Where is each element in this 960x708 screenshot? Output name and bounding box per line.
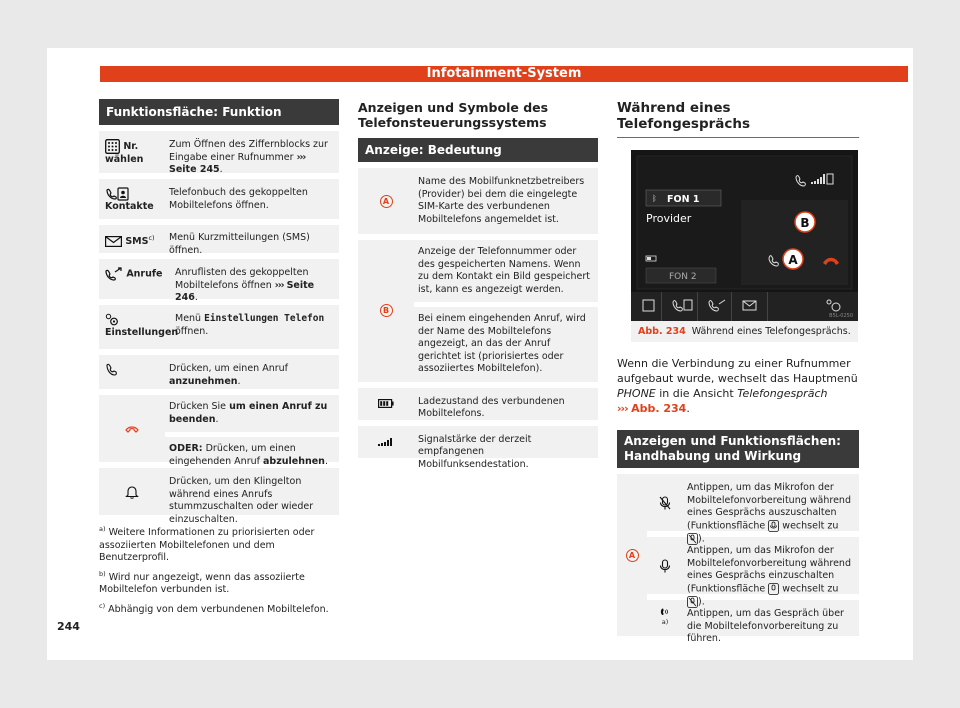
row-desc-end: . [324, 455, 328, 467]
table-row [358, 388, 598, 420]
contacts-icon [105, 187, 129, 201]
row-desc-bold: um einen Anruf zu beenden [169, 401, 328, 425]
screen-fon1: FON 1 [667, 194, 700, 205]
row-label: Anrufe [126, 268, 163, 280]
row-desc: Antippen, um das Mikrofon der Mobiltelefonvorbereitung während eines Gesprächs einzuschalten (Funktionsfläche [687, 545, 851, 594]
table-row [99, 225, 339, 256]
row-desc: Telefonbuch des gekoppelten Mobiltelefons öffnen. [169, 187, 308, 211]
row-desc: Bei einem eingehenden Anruf, wird der Name des Mobiltelefons angezeigt, an das der Anruf gerichtet ist (priorisiertes oder assoziiertes Mobiltelefon). [414, 302, 598, 382]
table-header: Funktionsfläche: Funktion [99, 99, 339, 125]
footnote: $^{a)}$ Weitere Informationen zu priorisierten oder assoziierten Mobiltelefonen und dem Benutzerprofil. [99, 525, 315, 564]
figure-caption [631, 321, 858, 342]
call-section [617, 100, 859, 644]
row-desc: Drücken, um einen eingehenden Anruf [169, 443, 296, 467]
row-desc: Menü Kurzmitteilungen (SMS) öffnen. [169, 232, 310, 256]
ref-arrows: ››› [274, 279, 284, 291]
table-row [358, 426, 598, 470]
row-desc: Antippen, um das Gespräch über die Mobiltelefonvorbereitung zu führen. [687, 608, 844, 644]
row-desc: Ladezustand des verbundenen Mobiltelefons. [418, 395, 565, 419]
ref-arrows: ››› [296, 151, 306, 163]
settings-icon [105, 313, 119, 326]
page-header: Infotainment-System [100, 66, 908, 82]
page-number: 244 [57, 620, 80, 633]
row-label: Einstellungen [105, 326, 179, 338]
table-row [358, 240, 598, 382]
footnote-mark: c) [148, 234, 155, 242]
screen-fon2: FON 2 [669, 272, 697, 282]
row-label: Kontakte [105, 201, 154, 212]
row-label: SMS [125, 236, 149, 248]
table-row [99, 395, 339, 467]
infotainment-screen [631, 150, 858, 321]
or-label: ODER: [169, 443, 203, 454]
row-desc-bold: anzunehmen [169, 375, 238, 387]
call-list-icon [105, 267, 123, 281]
row-desc: Drücken, um einen Anruf [169, 363, 289, 374]
table-row: Antippen, um das Mikrofon der Mobiltelefonvorbereitung während eines Gesprächs auszuschalten (Funktionsfläche wechselt zu ). [647, 474, 859, 531]
marker-a: A [626, 549, 639, 562]
indicator-section [358, 100, 598, 470]
footnote-mark: a) [661, 617, 669, 626]
phone-accept-icon [105, 363, 119, 377]
row-label: Nr. wählen [105, 141, 144, 165]
footnote: $^{c)}$ Abhängig von dem verbundenen Mobiltelefon. [99, 601, 329, 615]
table-row [99, 355, 339, 389]
page-ref[interactable]: Seite 245 [169, 164, 220, 175]
row-desc: Menü [175, 313, 205, 324]
table-row [647, 600, 859, 644]
signal-icon [378, 438, 394, 446]
battery-icon [378, 399, 394, 408]
mic-icon [659, 496, 671, 510]
mic-icon [768, 520, 779, 532]
table-block [617, 474, 859, 644]
table-row [99, 305, 339, 349]
screen-provider: Provider [646, 212, 692, 225]
row-desc: Name des Mobilfunknetzbetreibers (Provider) bei dem die eingelegte SIM-Karte des verbundenen Mobiltelefons angemeldet ist. [418, 176, 585, 225]
row-desc-end: öffnen. [175, 325, 209, 337]
section-heading: Während eines Telefongesprächs [617, 100, 859, 138]
manual-page [47, 48, 913, 660]
footnote: $^{b)}$ Wird nur angezeigt, wenn das assoziierte Mobiltelefon verbunden ist. [99, 569, 305, 596]
row-desc: Anruflisten des gekoppelten Mobiltelefons öffnen [175, 267, 309, 291]
row-desc: Zum Öffnen des Ziffernblocks zur Eingabe einer Rufnummer [169, 139, 328, 163]
screen-marker-b: B [800, 216, 810, 230]
menu-name: Einstellungen Telefon [204, 313, 325, 324]
keypad-icon [105, 139, 120, 154]
bluetooth-icon: ᛒ [652, 194, 657, 203]
mic-off-icon [768, 583, 779, 595]
screen-marker-a: A [788, 253, 798, 267]
figure-ref[interactable]: Abb. 234 [631, 402, 687, 415]
table-row: Antippen, um das Mikrofon der Mobiltelefonvorbereitung während eines Gesprächs einzuschalten (Funktionsfläche wechselt zu ). [647, 537, 859, 594]
row-desc-end: . [215, 413, 219, 425]
section-title: Anzeigen und Symbole des Telefonsteuerungssystems [358, 100, 549, 130]
marker-a: A [380, 195, 393, 208]
page-ref[interactable]: Seite 246 [175, 279, 315, 303]
row-desc: Anzeige der Telefonnummer oder des gespeicherten Namens. Wenn zu dem Kontakt ein Bild gespeichert ist, kann es angezeigt werden. [418, 246, 590, 295]
marker-b: B [380, 304, 393, 317]
handset-icon [659, 608, 671, 616]
table-row: Nr. wählen Zum Öffnen des Ziffernblocks zur Eingabe einer Rufnummer ››› Seite 245. [99, 131, 339, 173]
table-row [99, 179, 339, 219]
body-paragraph: Wenn die Verbindung zu einer Rufnummer aufgebaut wurde, wechselt das Hauptmenü PHONE in die Ansicht Telefongespräch ››› Abb. 234. [617, 357, 858, 415]
envelope-icon [105, 236, 122, 247]
ref-arrows: ››› [617, 402, 628, 415]
bell-icon [125, 485, 139, 499]
row-desc: Antippen, um das Mikrofon der Mobiltelefonvorbereitung während eines Gesprächs auszuschalten (Funktionsfläche [687, 482, 851, 531]
phone-hangup-icon [125, 425, 139, 433]
table-header: Anzeigen und Funktionsflächen: Handhabung und Wirkung [617, 430, 859, 468]
row-desc-end: . [237, 375, 241, 387]
function-table [99, 99, 339, 619]
figure-caption-text: Während eines Telefongesprächs. [691, 326, 851, 337]
table-row: Anrufe Anruflisten des gekoppelten Mobiltelefons öffnen ››› Seite 246. [99, 259, 339, 299]
table-row [99, 468, 339, 525]
screen-code: B5L-0250 [829, 313, 853, 319]
row-desc: Drücken, um den Klingelton während eines Anrufs stummzuschalten oder wieder einzuschalten. [169, 476, 314, 525]
screen-graphic [631, 150, 858, 321]
row-desc-bold: abzulehnen [263, 455, 325, 467]
figure-label: Abb. 234 [638, 326, 686, 337]
row-desc: Signalstärke der derzeit empfangenen Mobilfunksendestation. [418, 433, 532, 470]
row-desc: Drücken Sie [169, 401, 230, 412]
table-header: Anzeige: Bedeutung [358, 138, 598, 162]
footnotes [99, 523, 339, 616]
table-row [358, 168, 598, 234]
mic-off-icon [659, 559, 671, 573]
